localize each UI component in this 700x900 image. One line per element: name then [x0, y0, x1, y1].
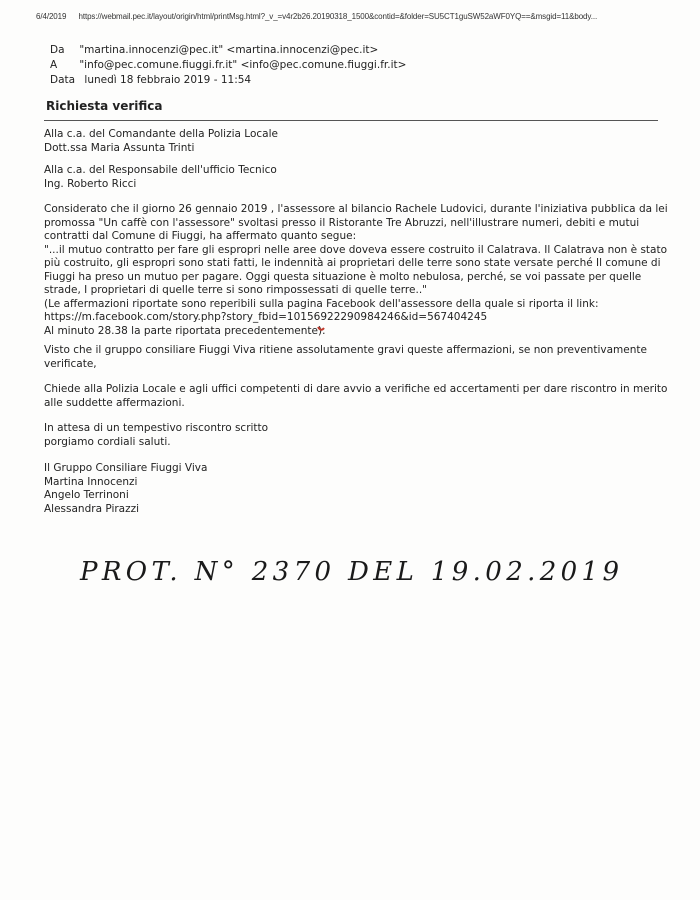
- protocol-number-text: PROT. N° 2370 DEL 19.02.2019: [80, 557, 620, 587]
- handwritten-protocol-stamp: [76, 540, 636, 600]
- signature-block: [44, 462, 662, 516]
- red-pen-mark: [317, 317, 325, 323]
- date-line: [50, 74, 251, 86]
- quote-line: Fiuggi ha preso un mutuo per pagare. Oggi questa situazione è molto nebulosa, perché, se voi passate per quelle: [44, 270, 642, 283]
- paragraph-considerato: [44, 203, 668, 338]
- quote-line: strade, I proprietari di quelle terre si sono rimpossessati di quelle terre..": [44, 284, 427, 296]
- paragraph-chiede: [44, 383, 668, 410]
- recipient1-line: Alla c.a. del Comandante della Polizia Locale: [44, 128, 278, 140]
- signature-name: Angelo Terrinoni: [44, 489, 129, 501]
- to-value: "info@pec.comune.fiuggi.fr.it" <info@pec.comune.fiuggi.fr.it>: [79, 59, 407, 71]
- recipient2-line: Ing. Roberto Ricci: [44, 177, 137, 190]
- paragraph-visto: [44, 344, 662, 371]
- from-label: Da: [50, 44, 65, 56]
- closing-block: [44, 422, 662, 449]
- quote-line: "...il mutuo contratto per fare gli espropri nelle aree dove doveva essere costruito il Calatrava. Il Calatrava non è stato: [44, 243, 668, 256]
- paragraph-line: Considerato che il giorno 26 gennaio 2019 , l'assessore al bilancio Rachele Ludovici, durante l'iniziativa pubblica da lei: [44, 203, 668, 215]
- closing-line: porgiamo cordiali saluti.: [44, 435, 171, 448]
- recipient-block-2: [44, 164, 662, 191]
- paragraph-line: contratti dal Comune di Fiuggi, ha affermato quanto segue:: [44, 230, 357, 242]
- paragraph-line: verificate,: [44, 357, 97, 370]
- paragraph-line: alle suddette affermazioni.: [44, 396, 185, 409]
- subject-title: Richiesta verifica: [46, 99, 163, 113]
- recipient-block-1: [44, 128, 662, 155]
- subject-divider: [44, 120, 658, 121]
- to-line: [50, 59, 406, 71]
- signature-group: Il Gruppo Consiliare Fiuggi Viva: [44, 462, 208, 474]
- recipient1-line: Dott.ssa Maria Assunta Trinti: [44, 141, 195, 154]
- from-value: "martina.innocenzi@pec.it" <martina.innocenzi@pec.it>: [79, 44, 379, 56]
- print-date: 6/4/2019: [36, 12, 67, 21]
- reference-line: (Le affermazioni riportate sono reperibili sulla pagina Facebook dell'assessore della quale si riporta il link:: [44, 297, 599, 310]
- from-line: [50, 44, 378, 56]
- date-label: Data: [50, 74, 76, 86]
- facebook-link: https://m.facebook.com/story.php?story_fbid=10156922290984246&id=567404245: [44, 311, 488, 323]
- paragraph-line: Visto che il gruppo consiliare Fiuggi Viva ritiene assolutamente gravi queste affermazioni, se non preventivamente: [44, 344, 647, 356]
- date-value: lunedì 18 febbraio 2019 - 11:54: [84, 74, 252, 86]
- signature-name: Martina Innocenzi: [44, 475, 138, 488]
- paragraph-line: promossa "Un caffè con l'assessore" svoltasi presso il Ristorante Tre Abruzzi, nell'illustrare numeri, debiti e mutui: [44, 216, 640, 229]
- to-label: A: [50, 59, 58, 71]
- paragraph-line: Chiede alla Polizia Locale e agli uffici competenti di dare avvio a verifiche ed accertamenti per dare riscontro in merito: [44, 383, 668, 395]
- print-header: [36, 12, 664, 21]
- quote-line: più costruito, gli espropri sono stati fatti, le indennità ai proprietari delle terre sono state versate perché Il comune di: [44, 257, 661, 269]
- print-url: https://webmail.pec.it/layout/origin/html/printMsg.html?_v_=v4r2b26.20190318_1500&contid=&folder=SU5CT1guSW52aWF0YQ==&msgid=11&body...: [78, 12, 598, 21]
- closing-line: In attesa di un tempestivo riscontro scritto: [44, 422, 269, 434]
- signature-name: Alessandra Pirazzi: [44, 502, 140, 515]
- recipient2-line: Alla c.a. del Responsabile dell'ufficio Tecnico: [44, 164, 277, 176]
- reference-line: Al minuto 28.38 la parte riportata precedentemente).: [44, 324, 326, 337]
